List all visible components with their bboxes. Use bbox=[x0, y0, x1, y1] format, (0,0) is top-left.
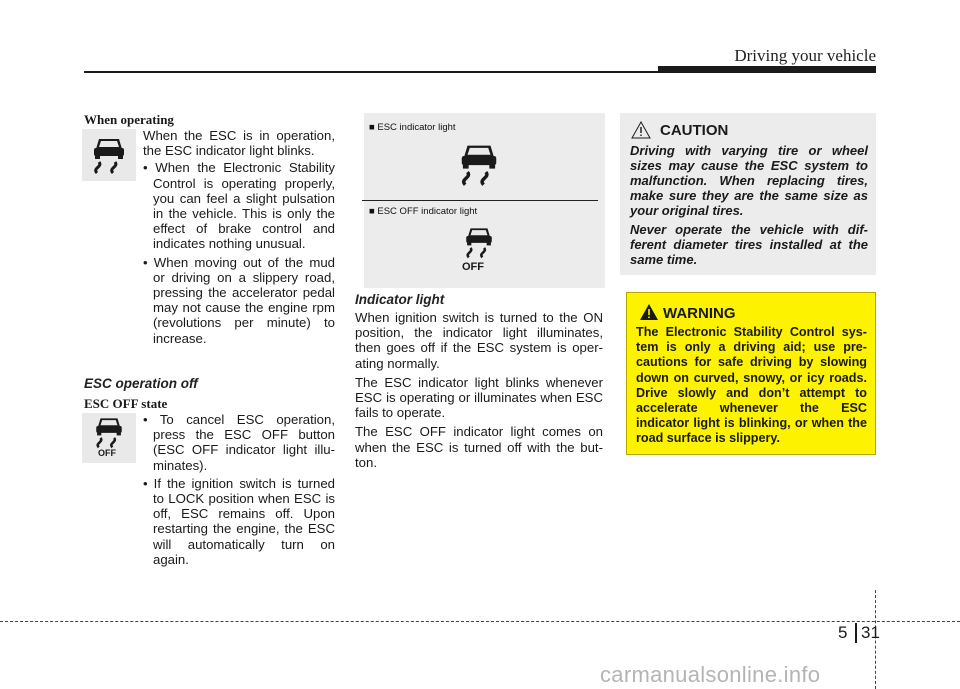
page-number: 31 bbox=[861, 623, 880, 642]
indicator-paragraph: The ESC indicator light blinks whenever ESC is operating or illuminates when ESC fails to operate. bbox=[355, 374, 603, 421]
chapter-number: 5 bbox=[838, 623, 848, 642]
header-rule-accent bbox=[658, 66, 876, 73]
esc-off-indicator-light-icon bbox=[462, 225, 496, 259]
list-item: • To cancel ESC operation, press the ESC OFF button (ESC OFF indicator light illu-minates). bbox=[143, 412, 335, 473]
indicator-light-heading: Indicator light bbox=[355, 292, 445, 307]
indicator-paragraph: The ESC OFF indicator light comes on when the ESC is turned off with the but-ton. bbox=[355, 424, 603, 470]
indicator-paragraph: When ignition switch is turned to the ON position, the indicator light illuminates, then goes off if the ESC system is oper-ating normally. bbox=[355, 310, 603, 371]
caution-box bbox=[620, 113, 876, 275]
off-bullet-list bbox=[143, 412, 335, 567]
esc-off-icon-box bbox=[82, 413, 136, 463]
caution-title: CAUTION bbox=[660, 122, 729, 139]
esc-off-state-heading: ESC OFF state bbox=[84, 396, 168, 411]
list-item: • When moving out of the mud or driving on a slippery road, pressing the accelerator pedal may not cause the engine rpm (revolutions per minute) to increase. bbox=[143, 254, 335, 346]
esc-indicator-light-icon bbox=[456, 141, 502, 187]
esc-indicator-icon-box bbox=[82, 129, 136, 181]
page-number-separator bbox=[855, 623, 857, 643]
caution-triangle-icon bbox=[631, 121, 651, 139]
operating-intro: When the ESC is in operation, the ESC indicator light blinks. bbox=[143, 128, 335, 159]
figure-divider bbox=[362, 200, 598, 201]
caution-paragraph: Driving with varying tire or wheel sizes may cause the ESC system to malfunction. When replacing tires, make sure they are the same size as your original tires. bbox=[630, 143, 868, 218]
footer-dashed-line bbox=[0, 621, 960, 622]
off-label: OFF bbox=[98, 448, 116, 458]
warning-triangle-icon bbox=[639, 303, 659, 321]
when-operating-heading: When operating bbox=[84, 112, 174, 127]
list-item: • If the ignition switch is turned to LOCK position when ESC is off, ESC remains off. Upon restarting the engine, the ESC will automatically turn on again. bbox=[143, 475, 335, 567]
section-title: Driving your vehicle bbox=[734, 46, 876, 65]
esc-car-skid-icon bbox=[89, 135, 129, 175]
figure-off-label: OFF bbox=[462, 261, 484, 273]
list-item: • When the Electronic Stability Control is operating properly, you can feel a slight pulsation in the vehicle. This is only the effect of brake control and indicates nothing unusual. bbox=[143, 160, 335, 252]
warning-box bbox=[626, 292, 876, 455]
esc-operation-off-heading: ESC operation off bbox=[84, 376, 198, 391]
watermark: carmanualsonline.info bbox=[600, 662, 821, 687]
esc-off-icon bbox=[92, 415, 126, 449]
warning-title: WARNING bbox=[663, 305, 736, 322]
operating-bullet-list bbox=[143, 160, 335, 345]
figure-label-esc: ■ ESC indicator light bbox=[369, 122, 456, 133]
figure-label-esc-off: ■ ESC OFF indicator light bbox=[369, 206, 478, 217]
caution-paragraph: Never operate the vehicle with dif-ferent diameter tires installed at the same time. bbox=[630, 222, 868, 267]
warning-text: The Electronic Stability Control sys-tem is only a driving aid; use pre-cautions for safe driving by slowing down on curved, snowy, or icy roads. Drive slowly and don’t attempt to accelerate whenever the ESC indicator light is blinking, or when the road surface is slippery. bbox=[636, 325, 867, 446]
